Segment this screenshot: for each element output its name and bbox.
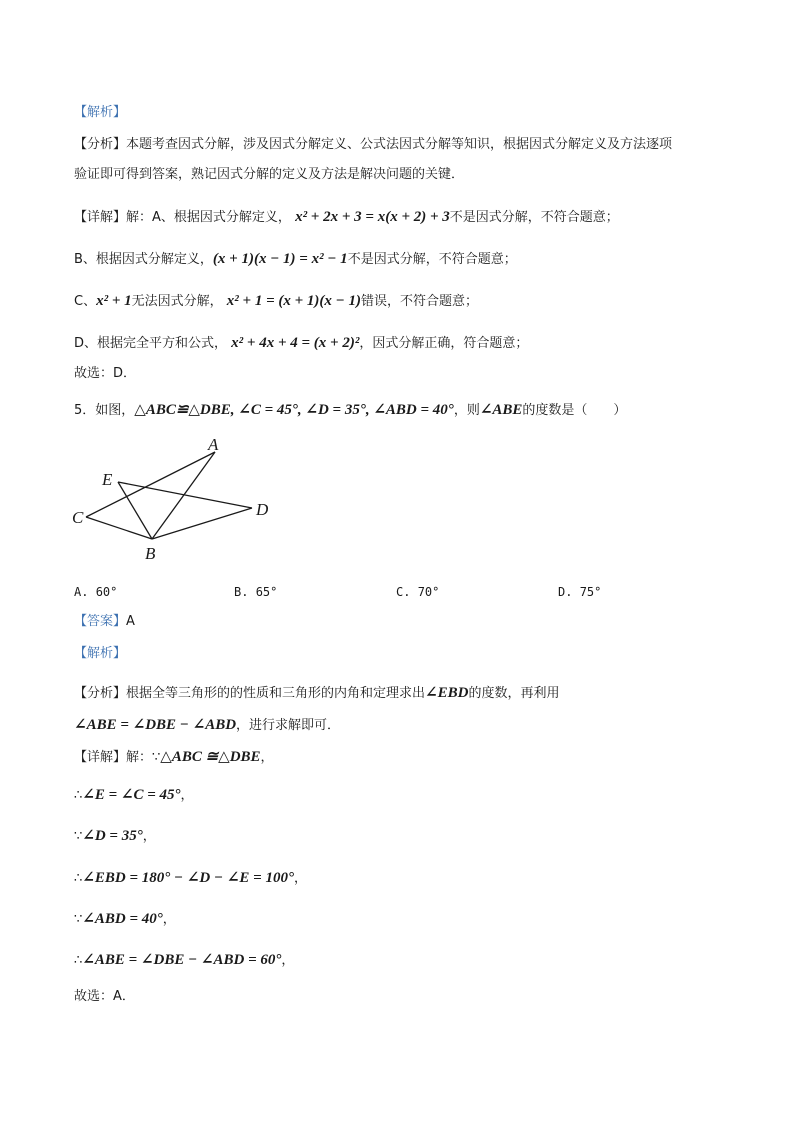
xiangjie-line-b: B、根据因式分解定义，(x + 1)(x − 1) = x² − 1不是因式分解，不符合题意； bbox=[74, 251, 517, 267]
solution-step-5: ∴∠ABE = ∠DBE − ∠ABD = 60°， bbox=[74, 952, 295, 968]
segment-ED bbox=[118, 482, 252, 508]
question-5-stem: 5．如图，△ABC≌△DBE, ∠C = 45°, ∠D = 35°, ∠ABD = 40°，则∠ABE的度数是（ ） bbox=[74, 402, 627, 418]
solution-step-3: ∴∠EBD = 180° − ∠D − ∠E = 100°， bbox=[74, 870, 307, 886]
fenxi-paragraph-2: 【分析】根据全等三角形的的性质和三角形的内角和定理求出∠EBD的度数，再利用 bbox=[74, 685, 560, 701]
label-D: D bbox=[256, 500, 269, 519]
jiexi-heading-2: 【解析】 bbox=[74, 646, 127, 661]
math-c2: x² + 1 = (x + 1)(x − 1) bbox=[226, 293, 361, 309]
xiangjie-line-d: D、根据完全平方和公式， x² + 4x + 4 = (x + 2)²，因式分解正确，符合题意； bbox=[74, 335, 529, 351]
label-C: C bbox=[72, 508, 84, 527]
label-A: A bbox=[208, 435, 219, 454]
xiangjie-line-a: 【详解】解：A、根据因式分解定义， x² + 2x + 3 = x(x + 2) + 3不是因式分解，不符合题意； bbox=[74, 209, 619, 225]
segment-AB bbox=[152, 452, 215, 539]
label-B: B bbox=[145, 544, 156, 563]
fenxi-paragraph-2-cont: ∠ABE = ∠DBE − ∠ABD，进行求解即可． bbox=[74, 717, 341, 733]
solution-step-2: ∵∠D = 35°， bbox=[74, 828, 156, 844]
xiangjie-line-c: C、x² + 1无法因式分解， x² + 1 = (x + 1)(x − 1)错误，不符合题意； bbox=[74, 293, 479, 309]
solution-step-1: ∴∠E = ∠C = 45°， bbox=[74, 787, 194, 803]
question-5-condition: △ABC≌△DBE, ∠C = 45°, ∠D = 35°, ∠ABD = 40° bbox=[134, 402, 454, 418]
math-ebd: ∠EBD bbox=[425, 685, 469, 701]
segment-CB bbox=[86, 517, 152, 539]
fenxi-paragraph-1-cont: 验证即可得到答案，熟记因式分解的定义及方法是解决问题的关键． bbox=[74, 167, 465, 182]
choose-line-2: 故选：A． bbox=[74, 989, 135, 1004]
jiexi-heading-1: 【解析】 bbox=[74, 105, 127, 120]
segment-BD bbox=[152, 508, 252, 539]
option-b: B. 65° bbox=[234, 585, 278, 599]
fenxi-paragraph-1: 【分析】本题考查因式分解，涉及因式分解定义、公式法因式分解等知识，根据因式分解定义及方法逐项 bbox=[74, 137, 673, 152]
math-abe-formula: ∠ABE = ∠DBE − ∠ABD bbox=[74, 717, 237, 733]
math-c1: x² + 1 bbox=[96, 293, 132, 309]
solution-step-4: ∵∠ABD = 40°， bbox=[74, 911, 176, 927]
option-c: C. 70° bbox=[396, 585, 440, 599]
solution-step-0: 【详解】解：∵△ABC ≅△DBE， bbox=[74, 749, 274, 765]
math-b: (x + 1)(x − 1) = x² − 1 bbox=[212, 251, 348, 267]
math-a: x² + 2x + 3 = x(x + 2) + 3 bbox=[295, 209, 450, 225]
option-d: D. 75° bbox=[558, 585, 602, 599]
choose-line-1: 故选：D． bbox=[74, 366, 137, 381]
option-a: A. 60° bbox=[74, 585, 118, 599]
label-E: E bbox=[102, 470, 113, 489]
question-5-target: ∠ABE bbox=[479, 402, 523, 418]
math-d: x² + 4x + 4 = (x + 2)² bbox=[231, 335, 360, 351]
triangle-figure bbox=[60, 432, 290, 572]
segment-EB bbox=[118, 482, 152, 539]
answer-line: 【答案】A bbox=[74, 614, 135, 629]
